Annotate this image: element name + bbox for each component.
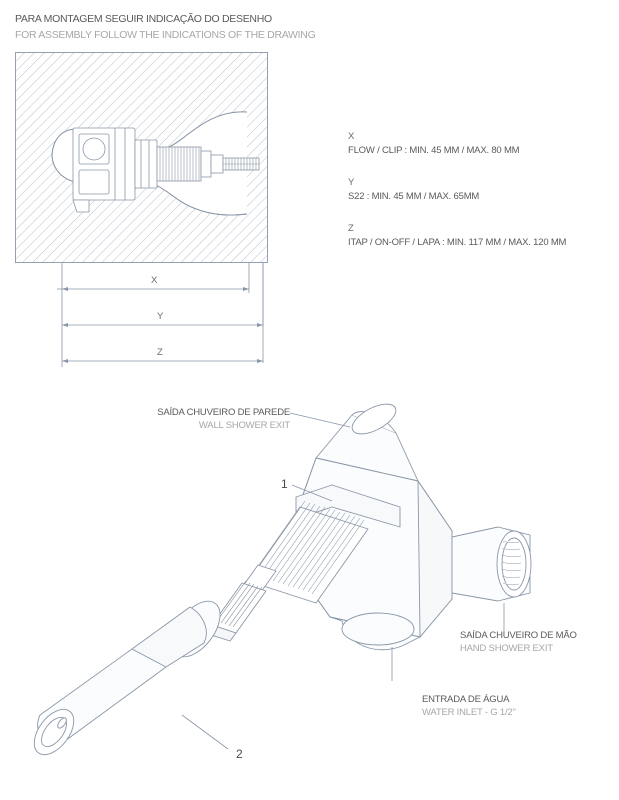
part-number-2: 2 (236, 747, 243, 761)
callout-wall-shower-exit-en: WALL SHOWER EXIT (198, 419, 290, 431)
callout-water-inlet (422, 694, 516, 719)
callout-wall-shower-exit-pt: SAÍDA CHUVEIRO DE PAREDE (157, 407, 290, 418)
dimension-label-z: Z (154, 347, 166, 358)
callout-water-inlet-en: WATER INLET - G 1/2" (422, 706, 516, 718)
callout-water-inlet-pt: ENTRADA DE ÁGUA (422, 694, 510, 705)
callout-hand-shower-exit-en: HAND SHOWER EXIT (460, 642, 553, 654)
legend-key-z: Z (348, 223, 354, 234)
callout-wall-shower-exit (128, 407, 290, 432)
dimension-label-x: X (148, 275, 160, 286)
legend-value-z: ITAP / ON-OFF / LAPA : MIN. 117 MM / MAX. 120 MM (348, 237, 567, 248)
legend-key-x: X (348, 131, 355, 142)
legend-value-x: FLOW / CLIP : MIN. 45 MM / MAX. 80 MM (348, 145, 520, 156)
page-title-en: FOR ASSEMBLY FOLLOW THE INDICATIONS OF THE DRAWING (15, 29, 316, 41)
header (15, 13, 435, 41)
legend-key-y: Y (348, 177, 355, 188)
dimension-legend (348, 130, 610, 250)
callout-hand-shower-exit (460, 630, 577, 655)
callout-hand-shower-exit-pt: SAÍDA CHUVEIRO DE MÃO (460, 630, 577, 641)
wall-section-drawing (15, 52, 268, 263)
page-title-pt: PARA MONTAGEM SEGUIR INDICAÇÃO DO DESENHO (15, 13, 272, 25)
dimension-lines (15, 263, 268, 378)
dimension-label-y: Y (154, 311, 166, 322)
exploded-assembly-drawing (0, 385, 619, 785)
part-number-1: 1 (281, 477, 288, 491)
legend-value-y: S22 : MIN. 45 MM / MAX. 65MM (348, 191, 480, 202)
